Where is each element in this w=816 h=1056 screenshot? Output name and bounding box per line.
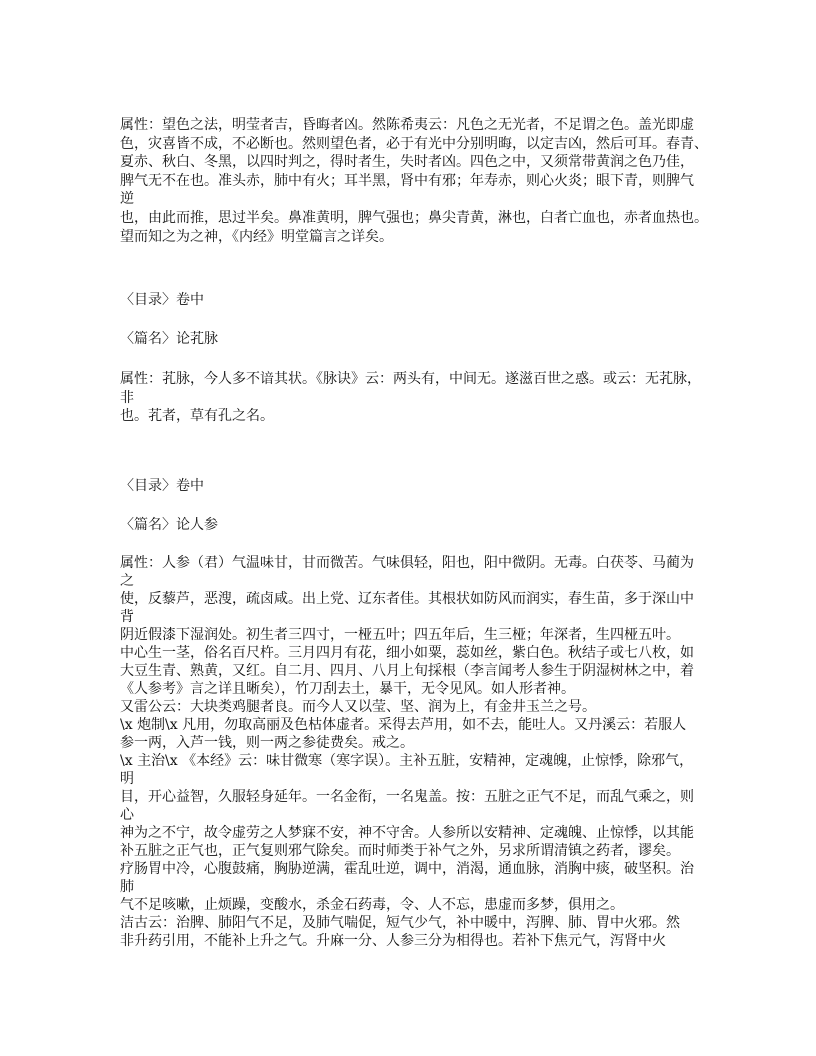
text-line: \x 主治\x 《本经》云：味甘微寒（寒字误）。主补五脏，安精神，定魂魄，止惊悸，除邪气， — [120, 753, 694, 769]
text-line: 夏赤、秋白、冬黑，以四时判之，得时者生，失时者凶。四色之中，又须常带黄润之色乃佳， — [120, 154, 694, 171]
text-line: 《人参考》言之详且晰矣），竹刀刮去土，暴干，无令见风。如人形者神。 — [120, 681, 575, 697]
heading-text: 〈篇名〉论人参 — [120, 517, 218, 533]
text-line: 也，由此而推，思过半矣。鼻准黄明，脾气强也；鼻尖青黄，淋也，白者亡血也，赤者血热也。 — [120, 209, 708, 226]
paragraph-kou-mai — [120, 370, 710, 426]
text-line: 使，反藜芦，恶溲，疏卤咸。出上党、辽东者佳。其根状如防风而润实，春生苗，多于深山中 — [120, 591, 694, 607]
paragraph-renshen — [120, 554, 710, 950]
heading-text: 〈目录〉卷中 — [120, 292, 204, 308]
heading-text: 〈目录〉卷中 — [120, 478, 204, 494]
toc-heading — [120, 477, 710, 496]
text-line: 脾气无不在也。准头赤，肺中有火；耳半黑，肾中有邪；年寿赤，则心火炎；眼下青，则脾气 — [120, 172, 694, 189]
text-line: 神为之不宁，故令虚劳之人梦寐不安，神不守舍。人参所以安精神、定魂魄、止惊悸，以其能 — [120, 825, 694, 841]
text-line: 大豆生青、熟黄，又红。自二月、四月、八月上旬採根（李言闻考人参生于阴湿树林之中，着 — [120, 663, 694, 679]
toc-heading — [120, 291, 710, 310]
text-line: 属性：人参（君）气温味甘，甘而微苦。气味俱轻，阳也，阳中微阴。无毒。白茯苓、马蔺为 — [120, 555, 694, 571]
text-line: 逆 — [120, 191, 134, 208]
paragraph-wangse — [120, 116, 710, 246]
text-line: 参一两，入芦一钱，则一两之参徒费矣。戒之。 — [120, 735, 414, 751]
text-line: \x 炮制\x 凡用，勿取高丽及色枯体虚者。采得去芦用，如不去，能吐人。又丹溪云：若服人 — [120, 717, 687, 733]
text-line: 疗肠胃中冷，心腹鼓痛，胸胁逆满，霍乱吐逆，调中，消渴，通血脉，消胸中痰，破坚积。治 — [120, 861, 694, 877]
text-line: 肺 — [120, 879, 134, 895]
text-line: 背 — [120, 609, 134, 625]
chapter-title — [120, 516, 710, 535]
text-line: 阴近假漆下湿润处。初生者三四寸，一桠五叶；四五年后，生三桠；年深者，生四桠五叶。 — [120, 627, 680, 643]
text-line: 属性：望色之法，明莹者吉，昏晦者凶。然陈希夷云：凡色之无光者，不足谓之色。盖光即虚 — [120, 117, 694, 133]
text-line: 属性：芤脉，今人多不谙其状。《脉诀》云：两头有，中间无。遂滋百世之惑。或云：无芤脉， — [120, 371, 701, 387]
text-line: 非 — [120, 389, 134, 406]
text-line: 又雷公云：大块类鸡腿者良。而今人又以莹、坚、润为上，有金井玉兰之号。 — [120, 699, 596, 715]
text-line: 非升药引用，不能补上升之气。升麻一分、人参三分为相得也。若补下焦元气，泻肾中火 — [120, 933, 666, 949]
text-line: 洁古云：治脾、肺阳气不足，及肺气喘促，短气少气，补中暖中，泻脾、肺、胃中火邪。然 — [120, 915, 680, 931]
text-line: 目，开心益智，久服轻身延年。一名金衔，一名鬼盖。按：五脏之正气不足，而乱气乘之，则 — [120, 789, 694, 805]
text-line: 补五脏之正气也，正气复则邪气除矣。而时师类于补气之外，另求所谓清镇之药者，谬矣。 — [120, 843, 680, 859]
chapter-title — [120, 330, 710, 349]
text-line: 望而知之为之神，《内经》明堂篇言之详矣。 — [120, 228, 393, 245]
text-line: 也。芤者，草有孔之名。 — [120, 408, 274, 425]
text-line: 心 — [120, 807, 134, 823]
text-line: 气不足咳嗽，止烦躁，变酸水，杀金石药毒，令、人不忘，患虚而多梦，俱用之。 — [120, 897, 624, 913]
text-line: 之 — [120, 573, 134, 589]
text-line: 中心生一茎，俗名百尺杵。三月四月有花，细小如粟，蕊如丝，紫白色。秋结子或七八枚，如 — [120, 645, 694, 661]
text-line: 色，灾喜皆不成，不必断也。然则望色者，必于有光中分别明晦，以定吉凶，然后可耳。春青、 — [120, 135, 708, 152]
heading-text: 〈篇名〉论芤脉 — [120, 331, 218, 347]
text-line: 明 — [120, 771, 134, 787]
